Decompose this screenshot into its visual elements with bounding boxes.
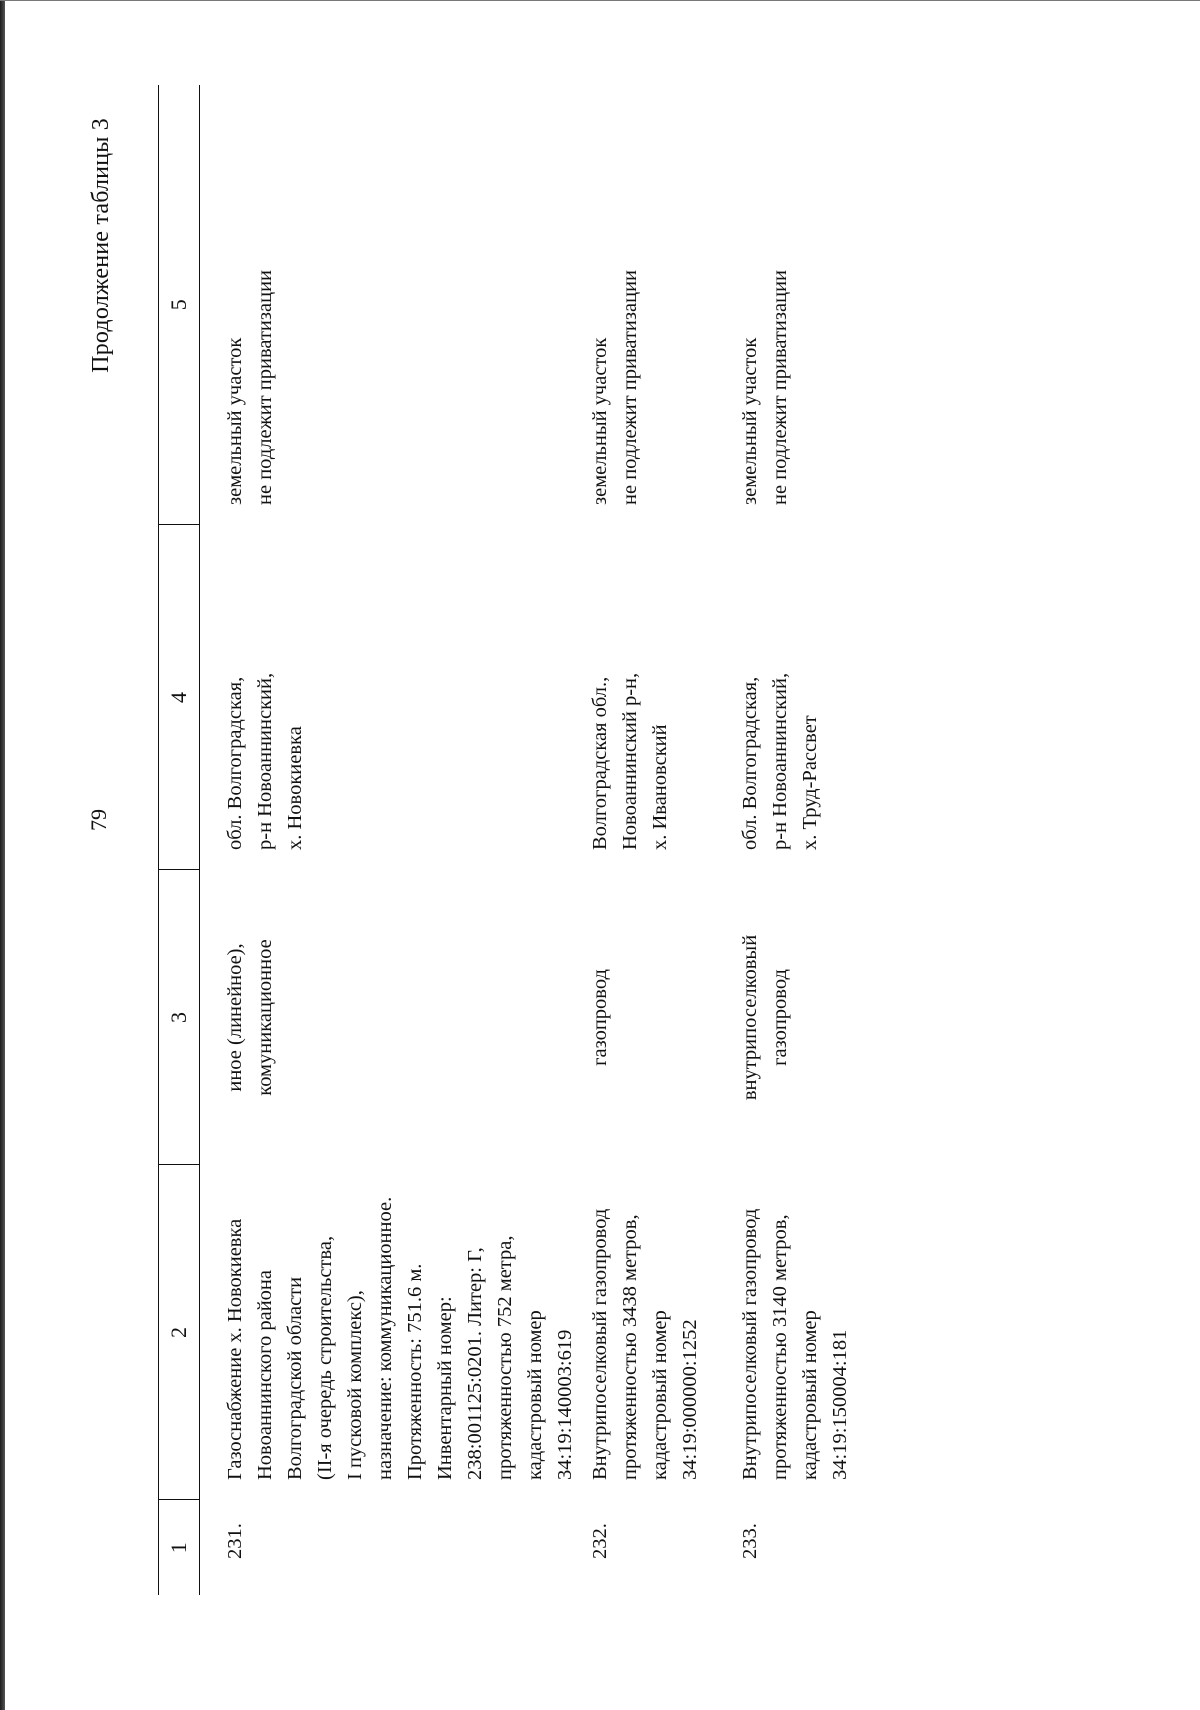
description-line: I пусковой комплекс), xyxy=(344,1290,366,1480)
type-line: газопровод xyxy=(769,969,791,1066)
note-line: земельный участок xyxy=(589,337,611,505)
object-address xyxy=(585,525,735,870)
object-address xyxy=(200,525,586,870)
column-header-2: 2 xyxy=(159,1165,200,1500)
table-caption: Продолжение таблицы 3 xyxy=(88,118,114,373)
description-line: Волгоградской области xyxy=(284,1276,306,1480)
description-line: 34:19:150004:181 xyxy=(829,1329,851,1480)
address-line: х. Новокиевка xyxy=(284,726,306,850)
type-line: внутрипоселковый xyxy=(739,934,761,1101)
row-number: 232. xyxy=(589,1523,611,1559)
address-line: х. Труд-Рассвет xyxy=(799,715,821,850)
object-description xyxy=(585,1165,735,1500)
object-note xyxy=(200,85,586,525)
object-type xyxy=(735,870,865,1165)
object-description xyxy=(200,1165,586,1500)
object-description xyxy=(735,1165,865,1500)
description-line: Новоаннинского района xyxy=(254,1269,276,1480)
address-line: Волгоградская обл., xyxy=(589,676,611,850)
description-line: Внутрипоселковый газопровод xyxy=(589,1208,611,1480)
object-note xyxy=(585,85,735,525)
object-note xyxy=(735,85,865,525)
address-line: обл. Волгоградская, xyxy=(739,676,761,850)
type-line: газопровод xyxy=(589,969,611,1066)
description-line: Внутрипоселковый газопровод xyxy=(739,1208,761,1480)
address-line: р-н Новоаннинский, xyxy=(769,672,791,850)
description-line: Газоснабжение х. Новокиевка xyxy=(224,1218,246,1480)
description-line: Протяженность: 751.6 м. xyxy=(404,1263,426,1480)
description-line: кадастровый номер xyxy=(799,1310,821,1480)
row-number: 231. xyxy=(224,1523,246,1559)
type-line: иное (линейное), xyxy=(224,943,246,1092)
address-line: х. Ивановский xyxy=(649,724,671,850)
note-line: земельный участок xyxy=(224,337,246,505)
description-line: кадастровый номер xyxy=(524,1310,546,1480)
address-line: обл. Волгоградская, xyxy=(224,676,246,850)
object-address xyxy=(735,525,865,870)
column-header-5: 5 xyxy=(159,85,200,525)
header-row xyxy=(159,85,200,1595)
description-line: назначение: коммуникационное. xyxy=(374,1196,396,1480)
object-type xyxy=(585,870,735,1165)
table-row xyxy=(200,85,586,1595)
address-line: Новоаннинский р-н, xyxy=(619,672,641,850)
description-line: 238:001125:0201. Литер: Г, xyxy=(464,1247,486,1480)
column-header-1: 1 xyxy=(159,1500,200,1595)
column-header-3: 3 xyxy=(159,870,200,1165)
note-line: земельный участок xyxy=(739,337,761,505)
address-line: р-н Новоаннинский, xyxy=(254,672,276,850)
note-line: не подлежит приватизации xyxy=(769,269,791,505)
description-line: 34:19:140003:619 xyxy=(554,1329,576,1480)
description-line: протяженностью 752 метра, xyxy=(494,1235,516,1480)
page-number: 79 xyxy=(86,809,111,831)
property-table xyxy=(158,85,865,1595)
description-line: протяженностью 3438 метров, xyxy=(619,1214,641,1480)
description-line: (II-я очередь строительства, xyxy=(314,1235,336,1480)
description-line: кадастровый номер xyxy=(649,1310,671,1480)
table-row xyxy=(735,85,865,1595)
object-type xyxy=(200,870,586,1165)
description-line: протяженностью 3140 метров, xyxy=(769,1214,791,1480)
note-line: не подлежит приватизации xyxy=(619,269,641,505)
column-header-4: 4 xyxy=(159,525,200,870)
description-line: Инвентарный номер: xyxy=(434,1296,456,1480)
table-row xyxy=(585,85,735,1595)
row-number: 233. xyxy=(739,1523,761,1559)
table-body xyxy=(200,85,866,1595)
description-line: 34:19:000000:1252 xyxy=(679,1319,701,1480)
note-line: не подлежит приватизации xyxy=(254,269,276,505)
table-header xyxy=(159,85,200,1595)
type-line: комуникационное xyxy=(254,939,276,1096)
